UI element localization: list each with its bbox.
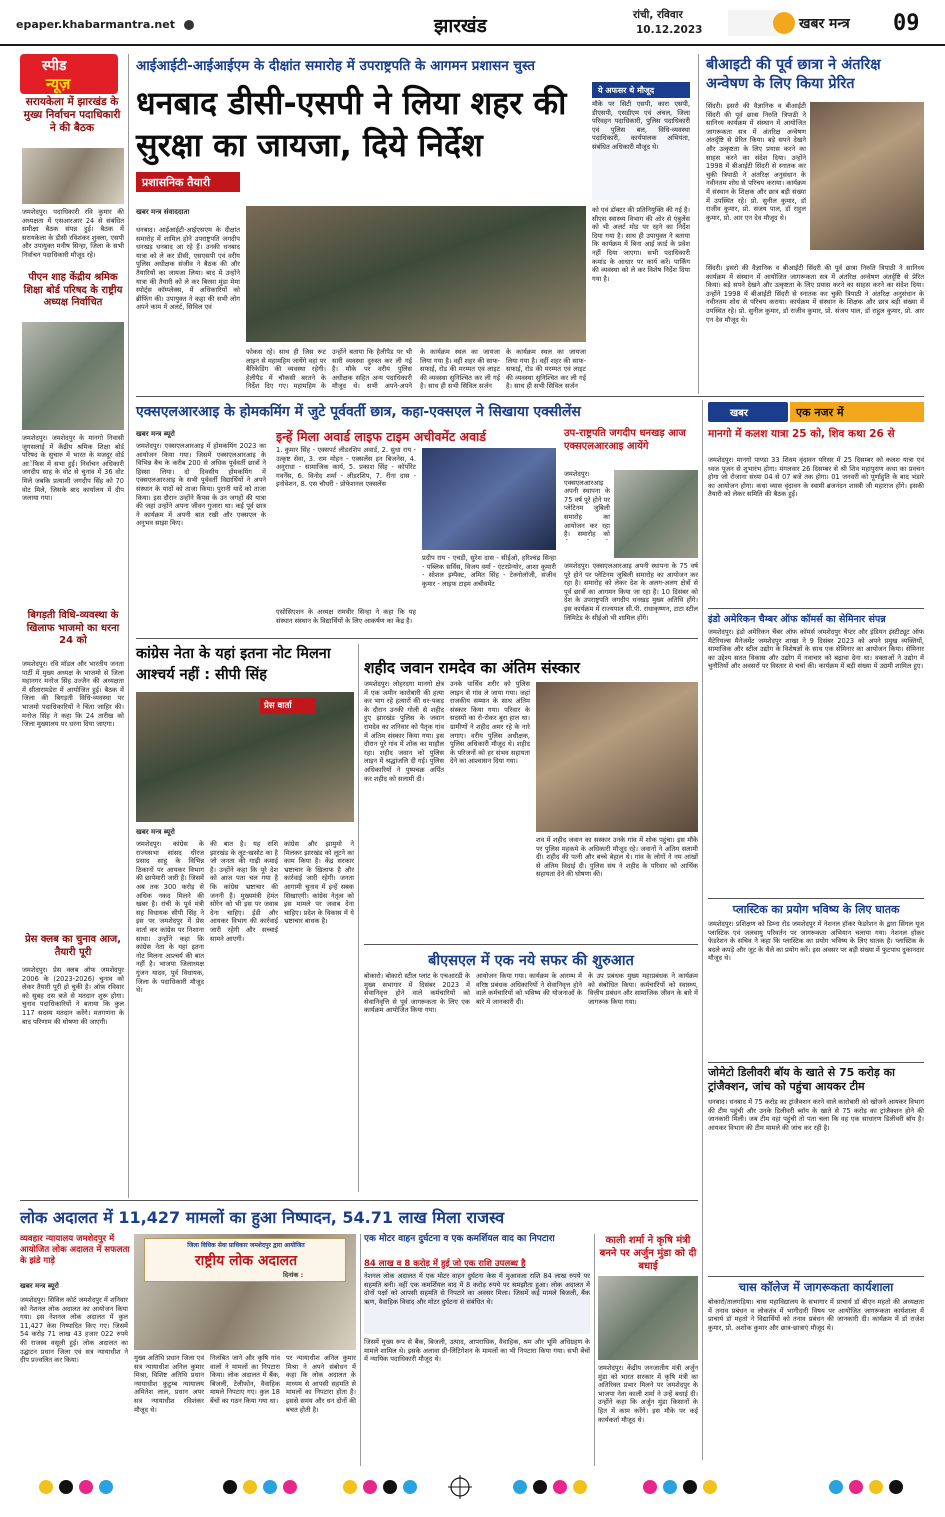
martyr-col3: शव में शहीद जवान का सस्कार उनके गांव में शोक पहुंचा। इस मौके पर पुलिस महकमे के अधिकारी मौजूद रहे। जवानों ने अंतिम सलामी दी। शहीद की पत्नी और बच्चे बेहाल थे। गांव के लोगों ने नम आंखों से अंतिम विदाई दी। पुलिस संघ ने शहीद के परिवार को आर्थिक सहायता देने की घोषणा की। xyxy=(536,836,698,879)
congress-byline: खबर मन्त्र ब्यूरो xyxy=(136,828,175,836)
column-divider xyxy=(358,644,359,1192)
tea-body: बोकारो/तालगड़िया। चास महाविद्यालय के सभागार में प्राचार्य डॉ बीएन महतो की अध्यक्षता में तनाव प्रबंधन व लोकतंत्र में भागीदारी विषय पर आयोजित जागरूकता कार्यशाला में प्राचार्य डॉ महतो ने विद्यार्थियों को तनाव प्रबंधन की जानकारी दी। कार्यक्रम में डॉ राजेश कुमार, प्रो. अशोक कुमार और छात्र-छात्राएं मौजूद थे। xyxy=(708,1298,924,1332)
brand-name: खबर मन्त्र xyxy=(799,16,850,32)
award-list2: प्रदीप राय - एचडी, सुरेश दास - सीईओ, हरिश्चंद्र सिन्हा - पब्लिक सर्विस, विजय वर्मा - एंटरप्रेन्योर, आशा कुमारी - सोशल इम्पैक्ट, अमित सिंह - टेक्नोलॉजी, संजीव कुमार - लाइफ टाइम अचीवमेंट xyxy=(422,554,556,588)
lok-banner-line1: जिला विधिक सेवा प्राधिकार जमशेदपुर द्वारा आयोजित xyxy=(187,1242,305,1249)
plastic-head: प्लास्टिक का प्रयोग भविष्य के लिए घातक xyxy=(732,903,900,916)
plastic-body: जमशेदपुर। प्रशिक्षण को डिम्ना रोड जमशेदपुर में नेशनल हॉकर फेडरेशन के द्वारा सिंगल यूज प्लास्टिक एवं जलवायु परिवर्तन पर जागरूकता अभियान चलाया गया। नेशनल हॉकर फेडरेशन के सचिव ने कहा कि प्लास्टिक का प्रयोग भविष्य के लिए घातक है। प्लास्टिक के बदले कपड़े और जूट के थैले का प्रयोग करें। इस अवसर पर बड़ी संख्या में फुटपाथ दुकानदार मौजूद थे। xyxy=(708,920,924,963)
lead-col4b: के कार्यक्रम स्थल का जायजा लिया गया है। वहीं शहर की साफ-सफाई, रोड की मरम्मत एवं लाइट की व्यवस्था सुनिश्चित कर ली गई है। साथ ही सभी सिविल सर्जन xyxy=(506,348,586,390)
city-day: रांची, रविवार xyxy=(633,9,683,21)
item-rule xyxy=(708,1276,924,1277)
lead-tag: प्रशासनिक तैयारी xyxy=(142,176,211,189)
column-divider xyxy=(360,1234,361,1466)
award-photo xyxy=(422,448,556,550)
lok-body: जमशेदपुर। सिविल कोर्ट जमशेदपुर में शनिवार को नेशनल लोक अदालत का आयोजन किया गया। इस नेशनल लोक अदालत में कुल 11,427 केस निष्पादित किए गए। जिसमें 54 करोड़ 71 लाख 43 हजार 022 रुपये की राजस्व वसूली हुई। लोक अदालत का उद्घाटन प्रधान जिला एवं सत्र न्यायाधीश ने दीप प्रज्वलित कर किया। xyxy=(20,1296,128,1365)
section-rule xyxy=(20,1200,698,1201)
bsl-col3: के उप प्रबंधक मुख्य महाप्रबंधक ने कार्यक्रम को संबोधित किया। कर्मचारियों को स्वास्थ्य, वित्तीय प्रबंधन और सामाजिक जीवन के बारे में जागरूक किया गया। xyxy=(588,972,698,1006)
speed-item1-body: जमशेदपुर। पदाधिकारी रवि कुमार की अध्यक्षता में एसआरआर 24 से संबंधित समीक्षा बैठक संपन्न हुई। बैठक में सरायकेला के डीसी रविशंकर शुक्ला, एसपी और उपायुक्त मनीष सिन्हा, जिला के सभी निर्वाचन पदाधिकारी मौजूद रहे। xyxy=(22,208,124,259)
section-rule xyxy=(136,638,698,639)
lok-headline: लोक अदालत में 11,427 मामलों का हुआ निष्पादन, 54.71 लाख मिला राजस्व xyxy=(20,1208,505,1227)
bit-photo xyxy=(810,102,924,250)
speed-item2-body: जमशेदपुर। जमशेदपुर के मानगो निवासी जुगसलाई में केंद्रीय श्रमिक शिक्षा बोर्ड परिषद के सुचारु में भारत के मजदूर वोर्ड आॅफिस में सभा हुई। निर्वाचन अधिकारी जगदीप साह के वोट से चुनाव में 36 वोट मिले जबकि प्रत्याशी जगदीप सिंह को 70 वोट मिले, जिसके बाद कार्यालय में दीप जलाया गया। xyxy=(22,434,124,503)
accident-body: नेशनल लोक अदालत में एक मोटर वाहन दुर्घटना केस में मुआवजा राशि 84 लाख रुपये पर सहमति बनी। वहीं एक कमर्शियल वाद में 8 करोड़ रुपये पर समझौता हुआ। लोक अदालत में दोनों पक्षों को आपसी सहमति से निपटारे का अवसर मिला। जिसमें कई मामले बिजली, बैंक ऋण, वैवाहिक विवाद और मोटर दुर्घटना से संबंधित थे। xyxy=(364,1272,590,1334)
congress-col1: जमशेदपुर। कांग्रेस के राज्यसभा सांसद धीरज प्रसाद साहू के विभिन्न ठिकानों पर आयकर विभाग की छापेमारी जारी है। जिसमें अब तक 300 करोड़ से अधिक नकद मिलने की खबर है। रांची के पूर्व मंत्री सह विधायक सीपी सिंह ने इस पर जमशेदपुर में प्रेस वार्ता कर कांग्रेस पर निशाना साधा। उन्होंने कहा कि कांग्रेस नेता के यहां इतना नोट मिलना आश्चर्य की बात नहीं है। भाजपा जिलाध्यक्ष गुंजन यादव, पूर्व विधायक, जिला के पदाधिकारी मौजूद थे। xyxy=(136,840,204,995)
khabar-tag-bg xyxy=(708,402,788,422)
martyr-photo xyxy=(536,682,698,832)
bit-headline: बीआइटी की पूर्व छात्रा ने अंतरिक्ष अन्वेषण के लिए किया प्रेरित xyxy=(706,57,881,92)
khabar-tag: खबर xyxy=(730,408,748,419)
lead-col2: फोकस रहे। साथ ही जिस रूट लाइन से महामहिम जायेंगे वहां पर बैरिकेडिंग की व्यवस्था रहेगी। हेलीपैड में चौकसी बरतने के निर्देश दिए गए। महामहिम के xyxy=(246,348,326,390)
column-divider xyxy=(698,54,699,394)
column-divider xyxy=(594,1234,595,1466)
lok-subhead: व्यवहार न्यायालय जमशेदपुर में आयोजित लोक अदालत में सफलता के झंडे गाड़े xyxy=(20,1234,130,1266)
speed-item4-body: जमशेदपुर। प्रेस क्लब ऑफ जमशेदपुर 2006 के (2023-2026) चुनाव को लेकर तैयारी पूरी हो चुकी है। ऑफ रविवार को सुबह दस बजे से मतदान शुरू होगा। चुनाव पदाधिकारियों ने बताया कि कुल 117 सदस्य मतदान करेंगे। मतगणना के बाद परिणाम की घोषणा की जाएगी। xyxy=(22,966,124,1026)
speed-item2-photo xyxy=(22,322,124,430)
lead-box-head: ये अफसर थे मौजूद xyxy=(598,86,655,95)
bit-body: सिंदरी। इसरो की वैज्ञानिक व बीआईटी सिंदरी की पूर्व छात्रा निरुति त्रिपाठी ने सानिध्य कार्यक्रम में संस्थान में आयोजित जागरूकता सत्र में अंतरिक्ष अन्वेषण अंतर्दृष्टि से प्रेरित किया। बड़े सपने देखने और उत्कृष्टता के लिए प्रयास करने का साहस करने का संदेश दिया। उन्होंने 1998 में बीआईटी सिंदरी से स्नातक कर चुकी त्रिपाठी ने अंतरिक्ष अनुसंधान के नवीनतम शोध से परिचय कराया। कार्यक्रम में संस्थान के शिक्षक और छात्र बड़ी संख्या में उपस्थित रहे। प्रो. सुनील कुमार, डॉ राजीव कुमार, प्रो. संजय पाल, डॉ राहुल कुमार, प्रो. आर एन देव मौजूद थे। xyxy=(706,102,806,222)
ek-nazar-bg xyxy=(790,402,924,422)
lead-kicker: आईआईटी-आईआईएम के दीक्षांत समारोह में उपराष्ट्रपति के आगमन प्रशासन चुस्त xyxy=(136,58,535,74)
jomato-body: धनबाद। धनबाद में 75 करोड़ का ट्रांजैक्शन करने वाले कारोबारी को खोजने आयकर विभाग की टीम पहुंची और उनके डिलीवरी ब्वॉय के खाते से 75 करोड़ का ट्रांजैक्शन होने की जानकारी मिली। जब टीम वहां पहुंची तो पता चला कि वह एक साधारण डिलीवरी बॉय है। आयकर विभाग की टीम मामले की जांच कर रही है। xyxy=(708,1098,924,1132)
dot-icon xyxy=(184,20,194,30)
alumni-headline: एक्सएलआरआइ के होमकमिंग में जुटे पूर्ववर्ती छात्र, कहा-एक्सएल ने सिखाया एक्सीलेंस xyxy=(136,404,581,420)
section-title: झारखंड xyxy=(434,15,487,37)
lead-box-body: मौके पर सिटी एसपी, कारा एसपी, डीएसपी, एसडीएम एवं अंचल, जिला परिवहन पदाधिकारी, पुलिस पदाधिकारी एवं पुलिस बल, विधि-व्यवस्था पदाधिकारी, कार्यपालक अभियंता, संबंधित अधिकारी मौजूद थे। xyxy=(592,100,690,200)
vp-body-a: जमशेदपुर। एक्सएलआरआइ अपनी स्थापना के 75 वर्ष पूरे होने पर प्लेटिनम जुबिली समारोह का आयोजन कर रहा है। समारोह को xyxy=(564,470,610,539)
item-rule xyxy=(708,898,924,899)
jomato-head: जोमेटो डिलीवरी बॉय के खाते से 75 करोड़ का ट्रांजैक्शन, जांच को पहुंचा आयकर टीम xyxy=(708,1066,895,1093)
martyr-col1: जमशेदपुर। लोहरदगा मानगो क्षेत्र में एक जमीन कारोबारी की हत्या कर भाग रहे हत्यारों की धर-पकड़ के दौरान उनकी गोली से शहीद हुए झारखंड पुलिस के जवान रामदेव का शनिवार को पैतृक गांव में अंतिम संस्कार किया गया। इस दौरान पूरे गांव में शोक का माहौल रहा। शहीद जवान को पुलिस लाइन में श्रद्धांजलि दी गई। पुलिस अधिकारियों ने पुष्पचक्र अर्पित कर शहीद को सलामी दी। xyxy=(364,680,444,783)
speed-item1-head: सरायकेला में झारखंड के मुख्य निर्वाचन पदाधिकारी ने की बैठक xyxy=(23,96,121,134)
lead-photo-crowd xyxy=(246,206,586,342)
kalash-head: मानगो में कलश यात्रा 25 को, शिव कथा 26 से xyxy=(708,428,895,440)
congress-photo-tag: प्रेस वार्ता xyxy=(264,701,292,711)
speed-item3-head: बिगड़ती विधि-व्यवस्था के खिलाफ भाजमो का धरना 24 को xyxy=(26,610,120,646)
speed-news-line2: न्यूज़ xyxy=(46,75,71,93)
speed-item2-head: पीएन शाह केंद्रीय श्रमिक शिक्षा बोर्ड परिषद के राष्ट्रीय अध्यक्ष निर्वाचित xyxy=(23,272,123,308)
congress-headline: कांग्रेस नेता के यहां इतना नोट मिलना आश्चर्य नहीं : सीपी सिंह xyxy=(136,646,331,683)
ek-nazar-title: एक नजर में xyxy=(796,406,844,419)
seminar-head: इंडो अमेरिकन चैम्बर ऑफ कॉमर्स का सेमिनार संपन्न xyxy=(708,614,886,625)
accident-head: एक मोटर वाहन दुर्घटना व एक कमर्शियल वाद का निपटारा xyxy=(364,1234,555,1244)
page-number: 09 xyxy=(893,11,920,36)
lok-col2: मुख्य अतिथि प्रधान जिला एवं सत्र न्यायाधीश अनिल कुमार मिश्रा, विशिष्ट अतिथि प्रधान न्यायाधीश कुटुम्ब न्यायालय अमितेश लाल, प्रधान अपर सत्र न्यायाधीश रविशंकर मौजूद थे। xyxy=(134,1354,204,1414)
column-divider xyxy=(128,54,129,1198)
congress-photo xyxy=(136,692,354,822)
vp-photo xyxy=(614,470,698,558)
martyr-headline: शहीद जवान रामदेव का अंतिम संस्कार xyxy=(364,659,580,677)
bsl-col1: बोकारो। बोकारो स्टील प्लांट के एचआरडी के मुख्य सभागार में दिसंबर 2023 में सेवानिवृत्त होने वाले कर्मचारियों को सेवानिवृत्ति से पूर्व जागरूकता के लिए एक कार्यक्रम आयोजित किया गया। xyxy=(364,972,470,1015)
lok-banner-line2: राष्ट्रीय लोक अदालत xyxy=(194,1253,298,1269)
lok-banner-line3: दिनांक : xyxy=(283,1271,304,1279)
issue-date: 10.12.2023 xyxy=(636,24,703,36)
brand-strip xyxy=(728,10,778,36)
bsl-col2: आयोजन किया गया। कार्यक्रम के आरम्भ में वरिष्ठ प्रबंधक अधिकारियों ने सेवानिवृत्त होने वाले कर्मचारियों को भविष्य की योजनाओं के बारे में जानकारी दी। xyxy=(476,972,582,1006)
brand-logo-icon xyxy=(773,12,795,34)
lok-photo xyxy=(134,1234,356,1350)
speed-news-logo xyxy=(20,54,118,94)
masthead xyxy=(0,0,945,46)
lead-col5: को एवं डॉक्टर की प्रतिनियुक्ति की गई है। सीएस स्वास्थ्य विभाग की ओर से एंबुलेंस को भी अलर्ट मोड पर रहने का निर्देश दिया गया है। साथ ही उपायुक्त ने बताया कि कार्यक्रम में बिना आई कार्ड के प्रवेश नहीं दिया जाएगा। सभी पदाधिकारी कमांड के आधार पर कार्य करें। पार्किंग की व्यवस्था को ले कर विशेष निर्देश दिया गया है। xyxy=(592,206,690,283)
vp-body-b: जमशेदपुर। एक्सएलआरआइ अपनी स्थापना के 75 वर्ष पूरे होने पर प्लेटिनम जुबिली समारोह का आयोजन कर रहा है। समारोह को लेकर देश के अलग-अलग क्षेत्रों से पूर्व छात्रों का आगमन किया जा रहा है। 10 दिसंबर को देश के उपराष्ट्रपति जगदीप धनखड़ मुख्य अतिथि होंगे। इस कार्यक्रम में राज्यपाल सी.पी. राधाकृष्णन, टाटा स्टील लिमिटेड के सीईओ भी शामिल होंगे। xyxy=(564,562,698,622)
speed-item1-photo xyxy=(22,148,124,204)
martyr-col2: उनके पार्थिव शरीर को पुलिस लाइन से गांव ले जाया गया। जहां राजकीय सम्मान के साथ अंतिम संस्कार किया गया। परिवार के सदस्यों का रो-रोकर बुरा हाल था। ग्रामीणों ने शहीद अमर रहे के नारे लगाए। वरीय पुलिस अधीक्षक, पुलिस अधिकारी मौजूद थे। शहीद के परिजनों को हर संभव सहायता देने का आश्वासन दिया गया। xyxy=(450,680,530,766)
lead-box-head-bg xyxy=(592,82,690,98)
arjun-body: जमशेदपुर। केंद्रीय जनजातीय मंत्री अर्जुन मुंडा को भारत सरकार में कृषि मंत्री का अतिरिक्त प्रभार मिलने पर जमशेदपुर के भाजपा नेता काली शर्मा ने उन्हें बधाई दी। उन्होंने कहा कि अर्जुन मुंडा किसानों के हित में काम करेंगे। इस मौके पर कई कार्यकर्ता मौजूद थे। xyxy=(598,1364,698,1424)
kalash-body: जमशेदपुर। मानगो पाण्डा 33 शिवम वृंदावन परिसर में 25 दिसम्बर को कलश यात्रा एवं ध्वज पूजन से शुभारंभ होगा। मंगलवार 26 दिसम्बर से श्री शिव महापुराण कथा का प्रवचन होगा जो रोजाना संध्या 04 से 07 बजे तक होगा। 01 जनवरी को पूर्णाहुति के बाद भंडारे का आयोजन होगा। कथा व्यास वृंदावन के स्वामी ब्रजनंदन शास्त्री जी महाराज होंगे। इसकी तैयारी को लेकर समिति की बैठक हुई। xyxy=(708,456,924,499)
section-rule xyxy=(364,944,698,945)
lok-byline: खबर मन्त्र ब्यूरो xyxy=(20,1282,59,1290)
epaper-url[interactable]: epaper.khabarmantra.net xyxy=(16,18,175,31)
lok-banner xyxy=(144,1238,346,1282)
alumni-byline: खबर मन्त्र ब्यूरो xyxy=(136,430,175,438)
alumni-tail: एसोसिएशन के अध्यक्ष रामवीर सिन्हा ने कहा कि यह संस्थान संस्थान के विद्यार्थियों के लिए आकर्षण का केंद्र है। xyxy=(276,608,416,625)
section-rule xyxy=(136,396,924,397)
bsl-headline: बीएसएल में एक नये सफर की शुरुआत xyxy=(428,953,634,969)
lead-col4: के कार्यक्रम स्थल का जायजा लिया गया है। वहीं शहर की साफ-सफाई, रोड की मरम्मत एवं लाइट की व्यवस्था सुनिश्चित कर ली गई है। साथ ही सभी सिविल सर्जन xyxy=(420,348,500,390)
photo-tag-bg xyxy=(260,698,316,714)
bit-body-cont: सिंदरी। इसरो की वैज्ञानिक व बीआईटी सिंदरी की पूर्व छात्रा निरुति त्रिपाठी ने सानिध्य कार्यक्रम में संस्थान में आयोजित जागरूकता सत्र में अंतरिक्ष अन्वेषण अंतर्दृष्टि से प्रेरित किया। बड़े सपने देखने और उत्कृष्टता के लिए प्रयास करने का साहस करने का संदेश दिया। उन्होंने 1998 में बीआईटी सिंदरी से स्नातक कर चुकी त्रिपाठी ने अंतरिक्ष अनुसंधान के नवीनतम शोध से परिचय कराया। कार्यक्रम में संस्थान के शिक्षक और छात्र बड़ी संख्या में उपस्थित रहे। प्रो. सुनील कुमार, डॉ राजीव कुमार, प्रो. संजय पाल, डॉ राहुल कुमार, प्रो. आर एन देव मौजूद थे। xyxy=(706,264,924,324)
speed-item3-body: जमशेदपुर। रवि मॉडल और भारतीय जनता पार्टी में मुख्य अध्यक्ष के भाजमो से जिला महानगर मनोज सिंह उज्जैन की अध्यक्षता में सीतारामडेरा में आयोजित हुई। बैठक में जिला की बिगड़ती विधि-व्यवस्था पर भाजमो पदाधिकारियों ने चिंता जाहिर की। मनोज सिंह ने कहा कि 24 तारीख को जिला मुख्यालय पर धरना दिया जाएगा। xyxy=(22,660,124,729)
congress-col2: की बात है। यह राशि झारखंड के लूट-खसोट का है जो जनता की गाढ़ी कमाई है। उन्होंने कहा कि पूरे देश को आज पता चल गया है कि कांग्रेस भ्रष्टाचार की जननी है। मुख्यमंत्री हेमंत सोरेन को भी इस पर जवाब देना चाहिए। ईडी और आयकर विभाग की कार्रवाई जारी रहेगी और सच्चाई सामने आएगी। xyxy=(210,840,278,943)
registration-strip xyxy=(0,1470,945,1517)
lead-col1: धनबाद। आईआईटी-आईएसएम के दीक्षांत समारोह में शामिल होने उपराष्ट्रपति जगदीप धनखड़ धनबाद आ रहे हैं। उनकी धनबाद यात्रा को ले कर डीसी, एसएसपी एवं वरीय पुलिस अधीक्षक संजीव ने बैठक की और तैयारियों का जायजा लिया। बाद में उन्होंने यात्रा की तैयारी को ले कर बिरसा मुंडा मेमा स्पोर्ट्स कॉम्प्लेक्स, में अधिकारियों को ब्रीफिंग की। उपायुक्त ने कहा की सभी लोग अपने काम में अलर्ट, सिविल एवं xyxy=(136,226,240,312)
lead-tag-bg xyxy=(136,172,240,192)
speed-item4-head: प्रेस क्लब का चुनाव आज, तैयारी पूरी xyxy=(24,934,122,958)
accident-body2: जिसमें मुख्य रूप से बैंक, बिजली, उत्पाद, आपराधिक, वैवाहिक, श्रम और भूमि अधिग्रहण के मामले शामिल थे। इसके अलावा प्री-लिटिगेशन के मामलों का भी निपटारा किया गया। सभी बेंचों में न्यायिक पदाधिकारी मौजूद थे। xyxy=(364,1338,590,1364)
seminar-body: जमशेदपुर। इंडो अमेरिकन चैंबर ऑफ कॉमर्स जमशेदपुर चैप्टर और इंडियन इंस्टीट्यूट ऑफ मैटेरियल्स मैनेजमेंट जमशेदपुर शाखा ने 9 दिसंबर 2023 को अपने प्रमुख व्यक्तियों, सामाजिक और स्टील उद्योग के विशेषज्ञों के साथ एक सेमिनार का आयोजन किया। सेमिनार का उद्देश्य सतत विकास और उद्योग में नवाचार को बढ़ावा देना था। वक्ताओं ने उद्योग में चुनौतियों और अवसरों पर विस्तार से चर्चा की। कार्यक्रम में बड़ी संख्या में उद्यमी शामिल हुए। xyxy=(708,628,924,671)
item-rule xyxy=(708,608,924,609)
award-list: 1. कुमार सिंह - एक्सपर्ट लीडरशिप अवार्ड, 2. सुधा राय - उत्कृष्ट सेवा, 3. राम मोहन - एक्सलेंस इन बिजनेस, 4. अनुराधा - सामाजिक कार्य, 5. प्रकाश सिंह - कॉर्पोरेट गवर्नेंस, 6. विनोद शर्मा - लीडरशिप, 7. रीना दास - इनोवेशन, 8. एस चौधरी - प्रोफेशनल एक्सलेंस xyxy=(276,446,416,489)
congress-col3: कांग्रेस और झामुमो ने मिलकर झारखंड को लूटने का काम किया है। केंद्र सरकार भ्रष्टाचार के खिलाफ है और कार्रवाई जारी रहेगी। जनता आगामी चुनाव में इन्हें सबक सिखाएगी। कांग्रेस नेतृत्व को इस मामले पर जवाब देना चाहिए। प्रदेश के विकास में ये भ्रष्टाचार बाधक है। xyxy=(284,840,354,926)
speed-news-line1: स्पीड xyxy=(42,58,67,74)
award-head: इन्हें मिला अवार्ड लाइफ टाइम अचीवमेंट अवार्ड xyxy=(276,429,486,444)
item-rule xyxy=(708,1062,924,1063)
lead-headline: धनबाद डीसी-एसपी ने लिया शहर की सुरक्षा का जायजा, दिये निर्देश xyxy=(136,84,567,164)
accident-sub: 84 लाख व 8 करोड़ में हुई जो एक राशि उपलब्ध है xyxy=(364,1259,526,1269)
lead-col3: उन्होंने बताया कि हैलीपैड पर भी सारी व्यवस्था दुरुस्त कर ली गई है। मौके पर वरीय पुलिस अधीक्षक सहित अन्य पदाधिकारी मौजूद थे। सभी अपने-अपने xyxy=(332,348,412,390)
lead-byline: खबर मन्त्र संवाददाता xyxy=(136,208,190,216)
registration-marks xyxy=(0,1470,945,1517)
alumni-body: जमशेदपुर। एक्सएलआरआइ में होमकमिंग 2023 का आयोजन किया गया। जिसमें एक्सएलआरआइ के विभिन्न बैच के करीब 200 से अधिक पूर्ववर्ती छात्रों ने हिस्सा लिया। दो दिवसीय होमकमिंग में एक्सएलआरआइ के सभी पूर्ववर्ती विद्यार्थियों ने अपने संस्थान के यादों को ताजा किया। पुरानी यादें को ताजा किया। इस दौरान उन्होंने कैंपस के उन जगहों की यात्रा की जहां उन्होंने अपना जीवन गुजारा था। कई पूर्व छात्र ने कार्यक्रम में अपनी बात रखी और एक्सएल के अनुभव साझा किए। xyxy=(136,442,266,528)
column-divider xyxy=(702,400,703,1460)
vp-headline: उप-राष्ट्रपति जगदीप धनखड़ आज एक्सएलआरआइ आयेंगे xyxy=(564,428,686,452)
lok-col4: पर न्यायाधीश अनिल कुमार मिश्रा ने अपने संबोधन में कहा कि लोक अदालत के माध्यम से आपसी सहमति से मामलों का निपटारा होता है। इससे समय और धन दोनों की बचत होती है। xyxy=(286,1354,356,1414)
tea-head: चास कॉलेज में जागरूकता कार्यशाला xyxy=(738,1280,894,1294)
arjun-photo xyxy=(598,1276,698,1360)
lok-col3: निलंबित जाने और कृषि गांव वालों ने मामलों का निपटारा किया। लोक अदालत में बैंक, बिजली, टेलीफोन, वैवाहिक मामले निपटाए गए। कुल 18 बेंचों का गठन किया गया था। xyxy=(210,1354,280,1405)
arjun-headline: काली शर्मा ने कृषि मंत्री बनने पर अर्जुन मुंडा को दी बधाई xyxy=(599,1235,697,1272)
